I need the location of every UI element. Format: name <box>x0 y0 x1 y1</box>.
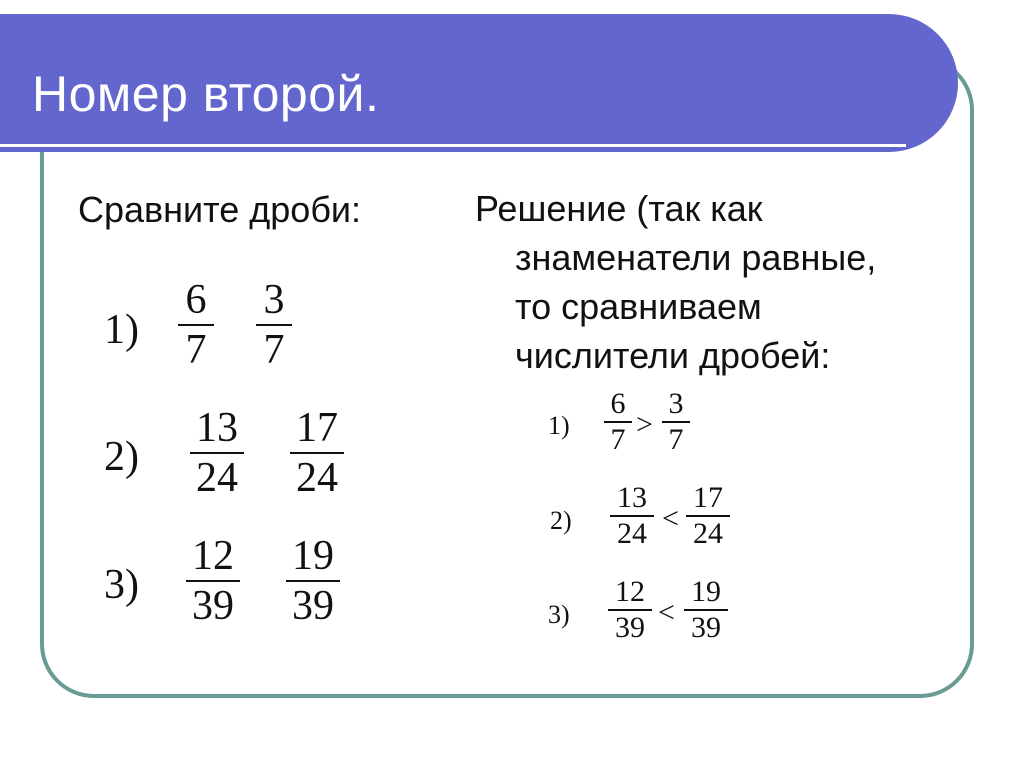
numerator: 19 <box>691 575 721 608</box>
item-label: 2) <box>104 434 139 480</box>
numerator: 19 <box>292 533 334 579</box>
fraction <box>610 481 654 551</box>
title-bar <box>0 14 958 152</box>
numerator: 3 <box>668 387 684 420</box>
fraction <box>178 276 214 374</box>
fraction <box>686 481 730 551</box>
denominator: 39 <box>691 611 721 644</box>
numerator: 6 <box>185 277 207 323</box>
item-label: 1) <box>104 307 139 353</box>
denominator: 7 <box>185 327 207 373</box>
comparison-sign: < <box>658 596 675 629</box>
numerator: 17 <box>296 405 338 451</box>
task-prompt: Сравните дроби: <box>78 189 362 230</box>
fraction <box>662 387 690 457</box>
denominator: 24 <box>296 455 338 501</box>
comparison-sign: < <box>662 502 679 535</box>
fraction <box>608 575 652 645</box>
numerator: 12 <box>192 533 234 579</box>
fraction <box>190 404 244 502</box>
numerator: 13 <box>617 481 647 514</box>
item-label: 3) <box>104 562 139 608</box>
numerator: 6 <box>610 387 626 420</box>
fraction <box>290 404 344 502</box>
item-label: 2) <box>550 506 572 535</box>
denominator: 7 <box>610 423 626 456</box>
solution-line: то сравниваем <box>515 286 762 327</box>
fraction <box>186 532 240 630</box>
denominator: 7 <box>263 327 285 373</box>
title-underline <box>0 144 906 147</box>
numerator: 17 <box>693 481 723 514</box>
slide-title: Номер второй. <box>32 66 380 122</box>
fraction <box>684 575 728 645</box>
solution-line: Решение (так как <box>475 188 763 229</box>
denominator: 24 <box>196 455 238 501</box>
denominator: 7 <box>668 423 684 456</box>
solution-line: числители дробей: <box>515 335 831 376</box>
numerator: 3 <box>263 277 285 323</box>
fraction <box>286 532 340 630</box>
item-label: 1) <box>548 411 570 440</box>
comparison-sign: > <box>636 408 653 441</box>
fraction <box>256 276 292 374</box>
item-label: 3) <box>548 600 570 629</box>
denominator: 39 <box>615 611 645 644</box>
solution-text <box>475 184 995 380</box>
numerator: 13 <box>196 405 238 451</box>
denominator: 24 <box>617 517 647 550</box>
solution-line: знаменатели равные, <box>515 237 877 278</box>
fraction <box>604 387 632 457</box>
numerator: 12 <box>615 575 645 608</box>
denominator: 39 <box>192 583 234 629</box>
denominator: 39 <box>292 583 334 629</box>
denominator: 24 <box>693 517 723 550</box>
